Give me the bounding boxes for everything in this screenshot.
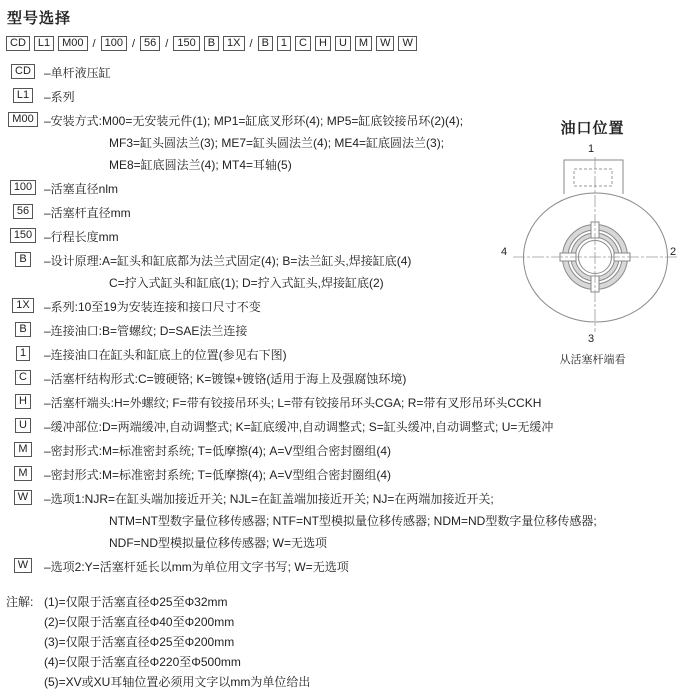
port-label-2: 2	[669, 246, 677, 258]
model-code-token: U	[335, 36, 351, 51]
model-code-token: 56	[140, 36, 160, 51]
code-box: 150	[10, 228, 36, 243]
spec-line: –选项2:Y=活塞杆延长以mm为单位用文字书写; W=无选项	[44, 560, 349, 574]
code-box: L1	[13, 88, 33, 103]
spec-row-l1	[6, 86, 686, 108]
spec-row-option1	[6, 488, 686, 554]
model-code-token: W	[376, 36, 394, 51]
code-box: U	[15, 418, 31, 433]
spec-line: –单杆液压缸	[44, 66, 111, 80]
page-title: 型号选择	[7, 10, 72, 27]
model-code-row	[6, 36, 417, 51]
spec-line: –密封形式:M=标准密封系统; T=低摩擦(4); A=V型组合密封圈组(4)	[44, 468, 392, 482]
code-box: M00	[8, 112, 37, 127]
note-line: (1)=仅限于活塞直径Φ25至Φ32mm	[44, 595, 228, 609]
spec-line: –活塞杆直径mm	[44, 206, 131, 220]
code-box: B	[15, 252, 30, 267]
code-separator: /	[249, 37, 253, 50]
code-box: H	[15, 394, 31, 409]
code-separator: /	[92, 37, 96, 50]
model-code-token: 1X	[223, 36, 244, 51]
model-code-token: M00	[58, 36, 87, 51]
model-code-token: B	[258, 36, 273, 51]
model-code-token: CD	[6, 36, 30, 51]
note-line: (5)=XV或XU耳轴位置必须用文字以mm为单位给出	[44, 675, 311, 689]
spec-line: C=拧入式缸头和缸底(1); D=拧入式缸头,焊接缸底(2)	[109, 276, 384, 290]
note-line: (4)=仅限于活塞直径Φ220至Φ500mm	[44, 655, 241, 669]
code-box: C	[15, 370, 31, 385]
model-code-token: 150	[173, 36, 199, 51]
code-box: 100	[10, 180, 36, 195]
spec-line: –设计原理:A=缸头和缸底都为法兰式固定(4); B=法兰缸头,焊接缸底(4)	[44, 254, 412, 268]
code-box: 1	[16, 346, 30, 361]
spec-line: –系列:10至19为安装连接和接口尺寸不变	[44, 300, 261, 314]
spec-line: –连接油口在缸头和缸底上的位置(参见右下图)	[44, 348, 287, 362]
model-code-token: 1	[277, 36, 291, 51]
spec-line: MF3=缸头圆法兰(3); ME7=缸头圆法兰(4); ME4=缸底圆法兰(3);	[109, 136, 445, 150]
spec-line: –密封形式:M=标准密封系统; T=低摩擦(4); A=V型组合密封圈组(4)	[44, 444, 392, 458]
code-box: W	[14, 490, 32, 505]
code-box: M	[14, 466, 31, 481]
spec-row-seal-1	[6, 440, 686, 462]
spec-line: –行程长度mm	[44, 230, 119, 244]
spec-line: –活塞直径nlm	[44, 182, 119, 196]
code-box: CD	[11, 64, 35, 79]
spec-line: ME8=缸底圆法兰(4); MT4=耳轴(5)	[109, 158, 292, 172]
code-box: M	[14, 442, 31, 457]
spec-line: –系列	[44, 90, 75, 104]
spec-row-cushion	[6, 416, 686, 438]
port-label-1: 1	[587, 143, 595, 155]
diagram-caption: 从活塞杆端看	[559, 354, 626, 366]
model-code-token: C	[295, 36, 311, 51]
note-line: (2)=仅限于活塞直径Φ40至Φ200mm	[44, 615, 235, 629]
note-line: (3)=仅限于活塞直径Φ25至Φ200mm	[44, 635, 235, 649]
code-box: W	[14, 558, 32, 573]
model-code-token: H	[315, 36, 331, 51]
spec-line: –安装方式:M00=无安装元件(1); MP1=缸底叉形环(4); MP5=缸底铰接吊环(2)(4);	[44, 114, 464, 128]
model-code-token: 100	[101, 36, 127, 51]
spec-line: –选项1:NJR=在缸头端加接近开关; NJL=在缸盖端加接近开关; NJ=在两端加接近开关;	[44, 492, 494, 506]
spec-row-cd	[6, 62, 686, 84]
model-code-token: W	[398, 36, 416, 51]
code-box: 56	[13, 204, 33, 219]
spec-line: –活塞杆结构形式:C=镀硬铬; K=镀镍+镀铬(适用于海上及强腐蚀环境)	[44, 372, 407, 386]
code-box: 1X	[12, 298, 33, 313]
model-code-token: M	[355, 36, 372, 51]
spec-row-option2	[6, 556, 686, 578]
notes-section	[6, 592, 686, 692]
oil-port-position-diagram	[495, 115, 690, 370]
spec-line: –缓冲部位:D=两端缓冲,自动调整式; K=缸底缓冲,自动调整式; S=缸头缓冲,自动调整式; U=无缓冲	[44, 420, 554, 434]
diagram-title: 油口位置	[560, 120, 625, 137]
spec-line: –连接油口:B=管螺纹; D=SAE法兰连接	[44, 324, 248, 338]
spec-row-rod-structure	[6, 368, 686, 390]
spec-row-rod-end	[6, 392, 686, 414]
port-label-3: 3	[587, 333, 595, 345]
port-label-4: 4	[500, 246, 508, 258]
spec-row-seal-2	[6, 464, 686, 486]
code-separator: /	[131, 37, 136, 50]
notes-label: 注解:	[6, 595, 34, 609]
model-code-token: B	[204, 36, 219, 51]
spec-line: NDF=ND型模拟量位移传感器; W=无选项	[109, 536, 328, 550]
spec-line: NTM=NT型数字量位移传感器; NTF=NT型模拟量位移传感器; NDM=ND型数字量位移传感器;	[109, 514, 597, 528]
code-box: B	[15, 322, 30, 337]
model-code-token: L1	[34, 36, 54, 51]
code-separator: /	[165, 37, 169, 50]
spec-line: –活塞杆端头:H=外螺纹; F=带有铰接吊环头; L=带有铰接吊环头CGA; R=带有叉形吊环头CCKH	[44, 396, 542, 410]
